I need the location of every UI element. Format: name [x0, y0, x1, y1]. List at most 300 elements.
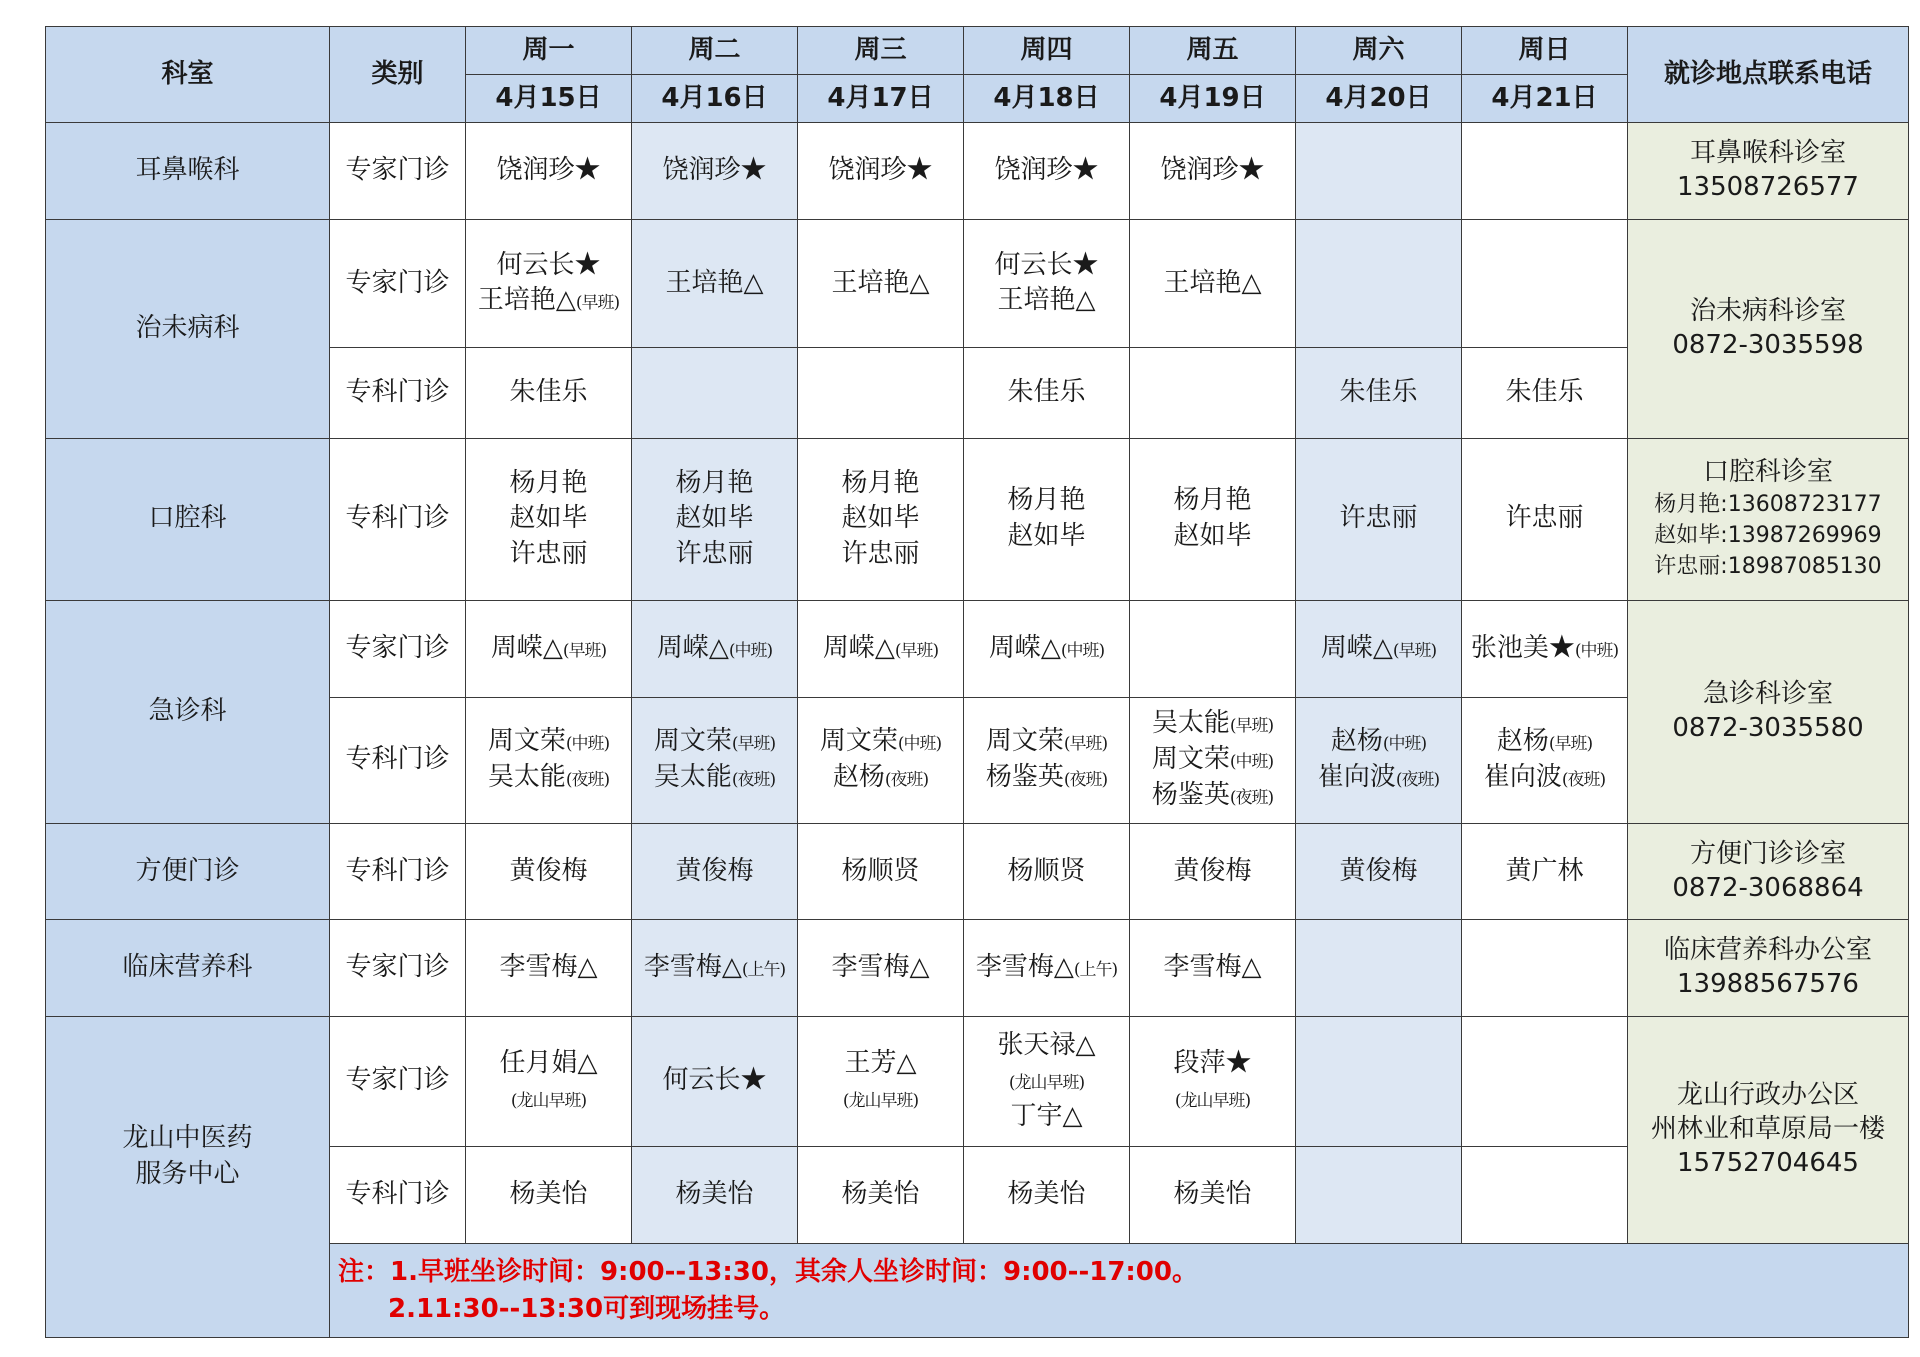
schedule-cell: [466, 823, 632, 919]
shift-tag: (夜班): [731, 770, 776, 791]
doctor-entry: [1130, 266, 1295, 302]
contact-phone: 杨月艳:13608723177: [1654, 492, 1882, 518]
shift-tag: (中班): [728, 640, 773, 661]
doctor-name: 黄俊梅: [1173, 855, 1252, 886]
doctor-entry: [466, 283, 631, 319]
doctor-name: 任月娟△: [499, 1047, 598, 1078]
note-line: 注：1.早班坐诊时间：9:00--13:30，其余人坐诊时间：9:00--17:00。: [338, 1256, 1198, 1287]
department-name-line: 方便门诊: [135, 855, 240, 886]
contact-cell: [1628, 601, 1909, 824]
doctor-entry: [798, 724, 963, 760]
shift-tag: (中班): [1574, 640, 1619, 661]
doctor-name: 王培艳△: [665, 267, 764, 298]
category-cell: 专科门诊: [330, 823, 466, 919]
schedule-cell: [632, 1147, 798, 1243]
department-name: [46, 1016, 330, 1337]
doctor-name: 王培艳△: [1163, 267, 1262, 298]
schedule-cell: [798, 438, 964, 601]
schedule-cell: [1462, 1016, 1628, 1146]
header-date: 4月19日: [1130, 75, 1296, 123]
shift-tag: (中班): [897, 734, 942, 755]
doctor-entry: [798, 1081, 963, 1117]
schedule-cell: [1296, 920, 1462, 1016]
doctor-name: 杨美怡: [1007, 1178, 1086, 1209]
doctor-name: 周文荣: [1151, 744, 1230, 775]
schedule-row: [46, 438, 1909, 601]
doctor-entry: [1130, 519, 1295, 555]
doctor-entry: [1296, 631, 1461, 667]
header-weekday: 周三: [798, 27, 964, 75]
schedule-cell: [798, 601, 964, 697]
department-name: [46, 823, 330, 919]
doctor-entry: [466, 1177, 631, 1213]
shift-tag: (中班): [1060, 640, 1105, 661]
contact-title: 口腔科诊室: [1702, 457, 1833, 488]
doctor-name: 王芳△: [844, 1047, 917, 1078]
schedule-cell: [466, 1016, 632, 1146]
doctor-entry: [466, 631, 631, 667]
doctor-name: 李雪梅△: [975, 952, 1074, 983]
doctor-entry: [964, 519, 1129, 555]
doctor-name: 杨美怡: [841, 1178, 920, 1209]
doctor-entry: [466, 466, 631, 502]
doctor-entry: [1462, 760, 1627, 796]
schedule-row: [46, 601, 1909, 697]
doctor-name: 许忠丽: [1505, 503, 1584, 534]
doctor-name: 吴太能: [1151, 708, 1230, 739]
shift-tag: (夜班): [1395, 770, 1440, 791]
contact-cell: [1628, 823, 1909, 919]
shift-tag: (早班): [562, 640, 607, 661]
doctor-name: 杨月艳: [841, 467, 920, 498]
header-dept: 科室: [46, 27, 330, 123]
schedule-cell: [632, 438, 798, 601]
doctor-entry: [964, 283, 1129, 319]
contact-phone: 许忠丽:18987085130: [1654, 553, 1882, 579]
schedule-cell: [1462, 697, 1628, 823]
schedule-row: [46, 219, 1909, 347]
schedule-cell: [632, 219, 798, 347]
doctor-name: 李雪梅△: [1163, 952, 1262, 983]
department-name: [46, 601, 330, 824]
doctor-entry: [798, 1177, 963, 1213]
shift-tag: (夜班): [1229, 788, 1274, 809]
contact-cell: [1628, 123, 1909, 219]
doctor-name: 朱佳乐: [1007, 376, 1086, 407]
header-date: 4月15日: [466, 75, 632, 123]
category-cell: 专科门诊: [330, 438, 466, 601]
schedule-cell: [798, 1147, 964, 1243]
header-weekday: 周五: [1130, 27, 1296, 75]
doctor-name: 何云长★: [994, 249, 1099, 280]
doctor-entry: [466, 950, 631, 986]
schedule-cell: [1296, 348, 1462, 438]
note-line: 2.11:30--13:30可到现场挂号。: [388, 1294, 786, 1325]
doctor-entry: [964, 724, 1129, 760]
schedule-cell: [1296, 697, 1462, 823]
doctor-entry: [1130, 950, 1295, 986]
schedule-cell: [1130, 438, 1296, 601]
doctor-name: 杨美怡: [1173, 1178, 1252, 1209]
doctor-entry: [1130, 1081, 1295, 1117]
schedule-cell: [1462, 920, 1628, 1016]
doctor-name: 崔向波: [1483, 762, 1562, 793]
schedule-cell: [798, 123, 964, 219]
schedule-cell: [1296, 1016, 1462, 1146]
doctor-entry: [632, 466, 797, 502]
doctor-entry: [798, 950, 963, 986]
doctor-name: 李雪梅△: [831, 952, 930, 983]
doctor-entry: [964, 1028, 1129, 1064]
schedule-cell: [632, 920, 798, 1016]
schedule-cell: [632, 601, 798, 697]
doctor-entry: [1130, 1177, 1295, 1213]
doctor-entry: [466, 153, 631, 189]
doctor-entry: [466, 375, 631, 411]
schedule-cell: [466, 1147, 632, 1243]
schedule-cell: [1130, 219, 1296, 347]
doctor-entry: [1130, 1046, 1295, 1082]
doctor-name: 赵如毕: [841, 503, 920, 534]
doctor-entry: [964, 950, 1129, 986]
doctor-name: 段萍★: [1173, 1047, 1252, 1078]
schedule-cell: [1296, 601, 1462, 697]
contact-title: 龙山行政办公区: [1676, 1079, 1859, 1110]
schedule-cell: [798, 920, 964, 1016]
doctor-name: 黄广林: [1505, 855, 1584, 886]
doctor-name: 王培艳△: [477, 285, 576, 316]
schedule-cell: [466, 920, 632, 1016]
schedule-cell: [1462, 438, 1628, 601]
schedule-cell: [632, 123, 798, 219]
doctor-entry: [798, 760, 963, 796]
contact-title: 方便门诊诊室: [1689, 838, 1846, 869]
schedule-cell: [1130, 823, 1296, 919]
doctor-name: 周文荣: [985, 726, 1064, 757]
doctor-entry: [632, 854, 797, 890]
doctor-name: 赵如毕: [675, 503, 754, 534]
header-date: 4月21日: [1462, 75, 1628, 123]
shift-tag: (龙山早班): [510, 1091, 587, 1112]
doctor-name: 吴太能: [653, 762, 732, 793]
schedule-cell: [964, 1016, 1130, 1146]
doctor-name: 饶润珍★: [1160, 155, 1265, 186]
header-date: 4月20日: [1296, 75, 1462, 123]
category-cell: 专科门诊: [330, 348, 466, 438]
doctor-entry: [798, 466, 963, 502]
doctor-entry: [798, 501, 963, 537]
doctor-name: 王培艳△: [831, 267, 930, 298]
contact-line: 州林业和草原局一楼: [1650, 1113, 1885, 1144]
schedule-row: [46, 920, 1909, 1016]
header-weekday: 周四: [964, 27, 1130, 75]
schedule-cell: [1130, 920, 1296, 1016]
schedule-cell: [1130, 1016, 1296, 1146]
doctor-entry: [964, 153, 1129, 189]
header-weekday: 周六: [1296, 27, 1462, 75]
shift-tag: (夜班): [565, 770, 610, 791]
schedule-row: [46, 823, 1909, 919]
schedule-cell: [632, 823, 798, 919]
doctor-entry: [1296, 724, 1461, 760]
header-weekday: 周一: [466, 27, 632, 75]
doctor-entry: [632, 266, 797, 302]
doctor-entry: [964, 760, 1129, 796]
schedule-cell: [964, 697, 1130, 823]
doctor-entry: [1296, 854, 1461, 890]
shift-tag: (早班): [1063, 734, 1108, 755]
schedule-row: [46, 123, 1909, 219]
schedule-cell: [632, 1016, 798, 1146]
doctor-entry: [964, 248, 1129, 284]
contact-title: 临床营养科办公室: [1663, 935, 1872, 966]
doctor-entry: [1462, 631, 1627, 667]
schedule-cell: [466, 438, 632, 601]
doctor-name: 许忠丽: [841, 539, 920, 570]
schedule-cell: [964, 438, 1130, 601]
doctor-name: 黄俊梅: [509, 855, 588, 886]
contact-line: 0872-3035598: [1672, 329, 1864, 360]
doctor-entry: [964, 631, 1129, 667]
contact-title: 治未病科诊室: [1689, 295, 1846, 326]
header-contact: 就诊地点联系电话: [1628, 27, 1909, 123]
doctor-entry: [632, 950, 797, 986]
contact-line: 13508726577: [1677, 172, 1859, 203]
doctor-entry: [1130, 706, 1295, 742]
doctor-entry: [1462, 854, 1627, 890]
department-name: [46, 123, 330, 219]
doctor-name: 饶润珍★: [828, 155, 933, 186]
category-cell: 专家门诊: [330, 219, 466, 347]
doctor-entry: [466, 724, 631, 760]
department-name: [46, 920, 330, 1016]
doctor-entry: [964, 854, 1129, 890]
doctor-name: 杨月艳: [675, 467, 754, 498]
schedule-cell: [798, 219, 964, 347]
doctor-name: 杨月艳: [509, 467, 588, 498]
contact-line: 0872-3068864: [1672, 872, 1864, 903]
doctor-name: 丁宇△: [1010, 1101, 1083, 1132]
doctor-entry: [798, 631, 963, 667]
doctor-name: 黄俊梅: [675, 855, 754, 886]
doctor-name: 许忠丽: [1339, 503, 1418, 534]
doctor-entry: [964, 375, 1129, 411]
shift-tag: (夜班): [884, 770, 929, 791]
schedule-cell: [1296, 438, 1462, 601]
doctor-name: 杨月艳: [1173, 485, 1252, 516]
schedule-cell: [466, 348, 632, 438]
category-cell: 专家门诊: [330, 1016, 466, 1146]
schedule-row: [46, 1016, 1909, 1146]
schedule-cell: [1130, 348, 1296, 438]
header-date: 4月18日: [964, 75, 1130, 123]
doctor-entry: [1130, 854, 1295, 890]
doctor-entry: [1296, 375, 1461, 411]
doctor-name: 张天禄△: [997, 1029, 1096, 1060]
schedule-cell: [964, 920, 1130, 1016]
schedule-cell: [466, 219, 632, 347]
doctor-name: 周嵘△: [490, 632, 563, 663]
doctor-entry: [798, 153, 963, 189]
doctor-name: 王培艳△: [997, 285, 1096, 316]
doctor-entry: [1462, 375, 1627, 411]
doctor-name: 赵杨: [832, 762, 885, 793]
doctor-name: 朱佳乐: [1339, 376, 1418, 407]
schedule-cell: [1130, 1147, 1296, 1243]
schedule-cell: [632, 697, 798, 823]
category-cell: 专家门诊: [330, 123, 466, 219]
schedule-cell: [798, 823, 964, 919]
doctor-name: 许忠丽: [509, 539, 588, 570]
doctor-entry: [466, 854, 631, 890]
doctor-name: 赵如毕: [1173, 521, 1252, 552]
header-weekday: 周日: [1462, 27, 1628, 75]
schedule-cell: [1130, 601, 1296, 697]
doctor-entry: [632, 153, 797, 189]
contact-cell: [1628, 219, 1909, 438]
doctor-name: 赵如毕: [509, 503, 588, 534]
doctor-name: 赵杨: [1496, 726, 1549, 757]
shift-tag: (龙山早班): [842, 1091, 919, 1112]
doctor-entry: [964, 1063, 1129, 1099]
department-name-line: 治未病科: [135, 312, 240, 343]
department-name: [46, 438, 330, 601]
doctor-entry: [1296, 760, 1461, 796]
notes-cell: [330, 1243, 1909, 1337]
schedule-cell: [466, 123, 632, 219]
shift-tag: (中班): [1382, 734, 1427, 755]
doctor-name: 周嵘△: [988, 632, 1061, 663]
shift-tag: (早班): [575, 293, 620, 314]
doctor-entry: [798, 537, 963, 573]
doctor-name: 吴太能: [487, 762, 566, 793]
doctor-entry: [1130, 153, 1295, 189]
doctor-name: 许忠丽: [675, 539, 754, 570]
contact-phone: 赵如毕:13987269969: [1654, 522, 1882, 548]
doctor-name: 周嵘△: [656, 632, 729, 663]
doctor-name: 朱佳乐: [509, 376, 588, 407]
shift-tag: (上午): [1073, 960, 1118, 981]
header-date: 4月16日: [632, 75, 798, 123]
doctor-entry: [632, 1063, 797, 1099]
contact-line: 0872-3035580: [1672, 713, 1864, 744]
contact-cell: [1628, 920, 1909, 1016]
doctor-entry: [1130, 483, 1295, 519]
shift-tag: (早班): [1229, 716, 1274, 737]
contact-title: 急诊科诊室: [1702, 679, 1833, 710]
doctor-name: 饶润珍★: [662, 155, 767, 186]
department-name-line: 急诊科: [148, 696, 227, 727]
doctor-entry: [1462, 724, 1627, 760]
schedule-cell: [1462, 601, 1628, 697]
shift-tag: (夜班): [1063, 770, 1108, 791]
header-category: 类别: [330, 27, 466, 123]
shift-tag: (龙山早班): [1008, 1073, 1085, 1094]
doctor-name: 李雪梅△: [643, 952, 742, 983]
doctor-entry: [466, 1046, 631, 1082]
doctor-entry: [1130, 778, 1295, 814]
department-name: [46, 219, 330, 438]
doctor-name: 杨美怡: [509, 1178, 588, 1209]
doctor-entry: [466, 760, 631, 796]
doctor-name: 杨月艳: [1007, 485, 1086, 516]
doctor-name: 崔向波: [1317, 762, 1396, 793]
shift-tag: (早班): [731, 734, 776, 755]
doctor-entry: [798, 854, 963, 890]
doctor-entry: [632, 724, 797, 760]
doctor-name: 何云长★: [662, 1065, 767, 1096]
schedule-cell: [964, 219, 1130, 347]
schedule-table: [45, 26, 1909, 1338]
department-name-line: 龙山中医药: [122, 1122, 253, 1153]
schedule-cell: [798, 697, 964, 823]
doctor-name: 杨顺贤: [1007, 855, 1086, 886]
doctor-entry: [798, 1046, 963, 1082]
doctor-name: 周嵘△: [1320, 632, 1393, 663]
schedule-cell: [1296, 123, 1462, 219]
doctor-entry: [466, 1081, 631, 1117]
doctor-name: 杨顺贤: [841, 855, 920, 886]
doctor-entry: [964, 483, 1129, 519]
doctor-name: 饶润珍★: [496, 155, 601, 186]
doctor-name: 杨鉴英: [985, 762, 1064, 793]
doctor-entry: [632, 1177, 797, 1213]
shift-tag: (早班): [894, 640, 939, 661]
schedule-cell: [1462, 823, 1628, 919]
doctor-entry: [632, 537, 797, 573]
schedule-cell: [798, 348, 964, 438]
schedule-cell: [964, 1147, 1130, 1243]
doctor-entry: [1462, 501, 1627, 537]
contact-line: 13988567576: [1677, 969, 1859, 999]
header-row-weekdays: [46, 27, 1909, 75]
doctor-name: 赵如毕: [1007, 521, 1086, 552]
doctor-name: 何云长★: [496, 249, 601, 280]
doctor-entry: [798, 266, 963, 302]
doctor-entry: [632, 631, 797, 667]
schedule-cell: [1462, 348, 1628, 438]
schedule-cell: [798, 1016, 964, 1146]
schedule-cell: [466, 697, 632, 823]
schedule-cell: [1296, 219, 1462, 347]
doctor-name: 周嵘△: [822, 632, 895, 663]
doctor-name: 周文荣: [819, 726, 898, 757]
contact-cell: [1628, 1016, 1909, 1243]
doctor-name: 杨鉴英: [1151, 780, 1230, 811]
department-name-line: 耳鼻喉科: [135, 155, 240, 186]
doctor-name: 周文荣: [653, 726, 732, 757]
schedule-cell: [964, 348, 1130, 438]
doctor-entry: [964, 1177, 1129, 1213]
doctor-entry: [466, 501, 631, 537]
schedule-cell: [1462, 1147, 1628, 1243]
schedule-cell: [1296, 1147, 1462, 1243]
doctor-entry: [964, 1099, 1129, 1135]
contact-line: 15752704645: [1677, 1147, 1859, 1178]
schedule-cell: [632, 348, 798, 438]
category-cell: 专科门诊: [330, 1147, 466, 1243]
contact-cell: [1628, 438, 1909, 601]
department-name-line: 服务中心: [135, 1158, 240, 1189]
doctor-entry: [632, 501, 797, 537]
doctor-name: 周文荣: [487, 726, 566, 757]
shift-tag: (早班): [1392, 640, 1437, 661]
schedule-cell: [1462, 219, 1628, 347]
doctor-entry: [466, 248, 631, 284]
doctor-name: 张池美★: [1470, 632, 1575, 663]
category-cell: 专科门诊: [330, 697, 466, 823]
doctor-name: 赵杨: [1330, 726, 1383, 757]
